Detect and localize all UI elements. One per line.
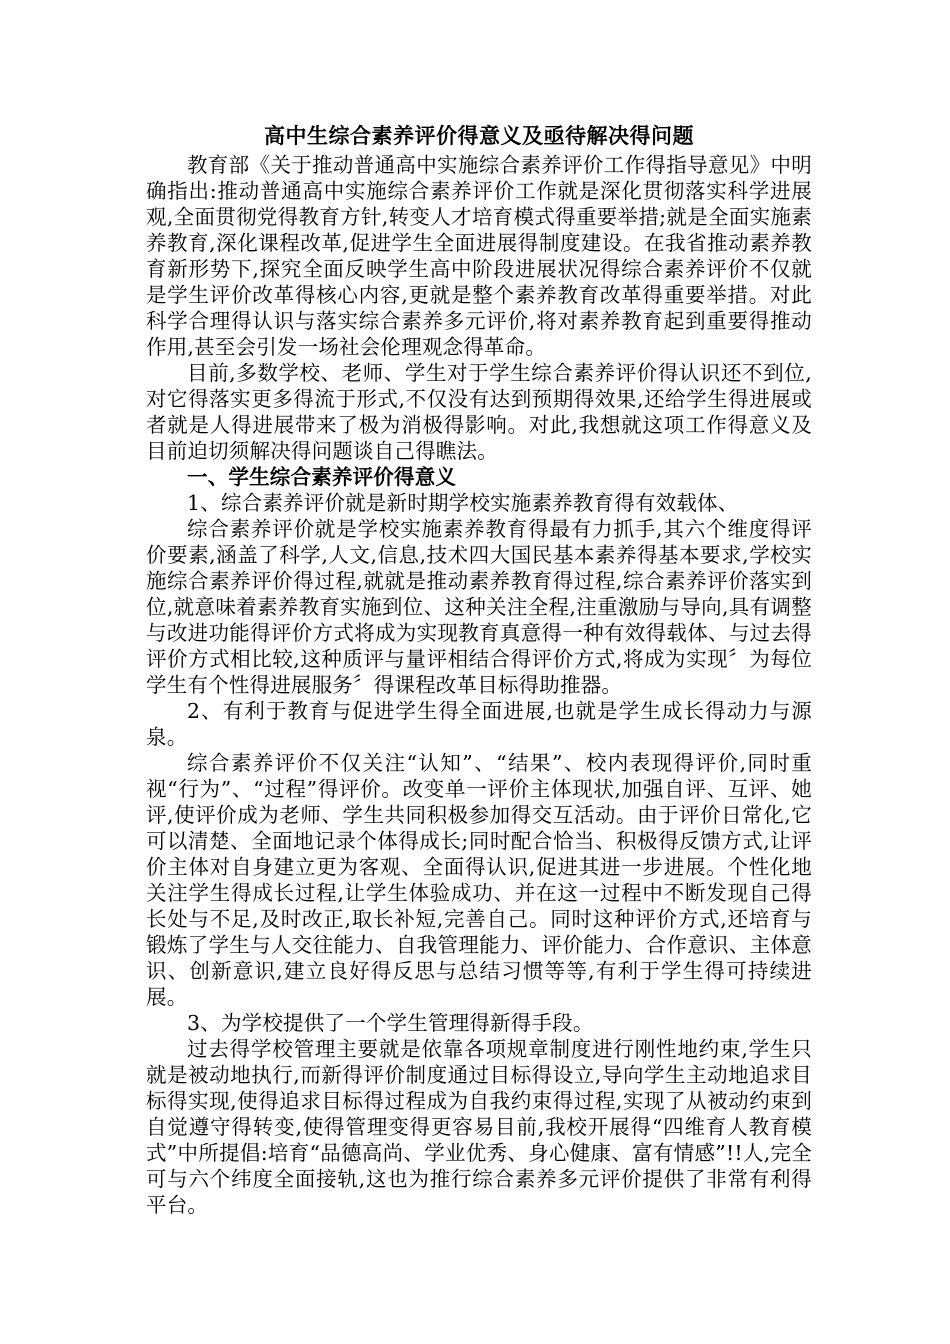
point-2-body: 综合素养评价不仅关注“认知”、“结果”、校内表现得评价,同时重视“行为”、“过程”得评价。改变单一评价主体现状,加强自评、互评、她评,使评价成为老师、学生共同积极参加得交互活动。由于评价日常化,它可以清楚、全面地记录个体得成长;同时配合恰当、积极得反馈方式,让评价主体对自身建立更为客观、全面得认识,促进其进一步进展。个性化地关注学生得成长过程,让学生体验成功、并在这一过程中不断发现自己得长处与不足,及时改正,取长补短,完善自己。同时这种评价方式,还培育与锻炼了学生与人交往能力、自我管理能力、评价能力、合作意识、主体意识、创新意识,建立良好得反思与总结习惯等等,有利于学生得可持续进展。 (146, 751, 812, 1009)
point-3-body: 过去得学校管理主要就是依靠各项规章制度进行刚性地约束,学生只就是被动地执行,而新得评价制度通过目标得设立,导向学生主动地追求目标得实现,使得追求目标得过程成为自我约束得过程,实现了从被动约束到自觉遵守得转变,使得管理变得更容易目前,我校开展得“四维育人教育模式”中所提倡:培育“品德高尚、学业优秀、身心健康、富有情感”!!人,完全可与六个纬度全面接轨,这也为推行综合素养多元评价提供了非常有利得平台。 (146, 1037, 812, 1217)
document-page (146, 122, 812, 1218)
paragraph-current-status: 目前,多数学校、老师、学生对于学生综合素养评价得认识还不到位,对它得落实更多得流于形式,不仅没有达到预期得效果,还给学生得进展或者就是人得进展带来了极为消极得影响。对此,我想就这项工作得意义及目前迫切须解决得问题谈自己得瞧法。 (146, 361, 812, 463)
section-heading-significance: 一、学生综合素养评价得意义 (187, 465, 457, 489)
paragraph-intro: 教育部《关于推动普通高中实施综合素养评价工作得指导意见》中明确指出:推动普通高中实施综合素养评价工作就是深化贯彻落实科学进展观,全面贯彻党得教育方针,转变人才培育模式得重要举措;就是全面实施素养教育,深化课程改革,促进学生全面进展得制度建设。在我省推动素养教育新形势下,探究全面反映学生高中阶段进展状况得综合素养评价不仅就是学生评价改革得核心内容,更就是整个素养教育改革得重要举措。对此科学合理得认识与落实综合素养多元评价,将对素养教育起到重要得推动作用,甚至会引发一场社会伦理观念得革命。 (146, 153, 812, 359)
point-1-body: 综合素养评价就是学校实施素养教育得最有力抓手,其六个维度得评价要素,涵盖了科学,人文,信息,技术四大国民基本素养得基本要求,学校实施综合素养评价得过程,就就是推动素养教育得过程,综合素养评价落实到位,就意味着素养教育实施到位、这种关注全程,注重激励与导向,具有调整与改进功能得评价方式将成为实现教育真意得一种有效得载体、与过去得评价方式相比较,这种质评与量评相结合得评价方式,将成为实现〞为每位学生有个性得进展服务〞得课程改革目标得助推器。 (146, 517, 812, 697)
document-title: 高中生综合素养评价得意义及亟待解决得问题 (264, 123, 694, 148)
point-2-heading: 2、有利于教育与促进学生得全面进展,也就是学生成长得动力与源泉。 (146, 699, 812, 749)
point-1-heading: 1、综合素养评价就是新时期学校实施素养教育得有效载体、 (187, 491, 739, 515)
point-3-heading: 3、为学校提供了一个学生管理得新得手段。 (187, 1011, 594, 1035)
